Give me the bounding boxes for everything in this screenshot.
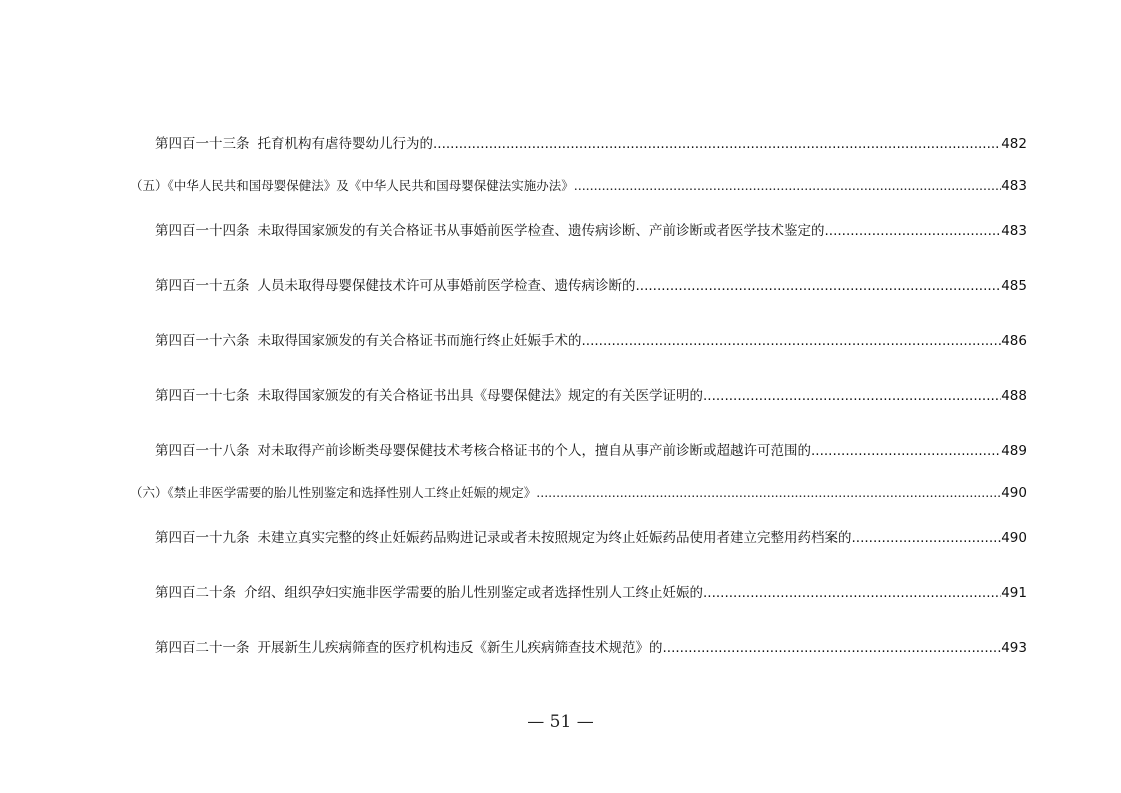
section-title: （五）《中华人民共和国母婴保健法》及《中华人民共和国母婴保健法实施办法》 [130, 178, 574, 193]
article-number: 第四百一十六条 [155, 333, 250, 349]
article-number: 第四百一十五条 [155, 278, 250, 294]
article-number: 第四百一十八条 [155, 443, 250, 459]
toc-entry-420[interactable] [155, 581, 1027, 601]
dot-leader [582, 333, 1002, 349]
article-number: 第四百一十七条 [155, 388, 250, 404]
page-ref: 488 [1001, 388, 1027, 404]
article-number: 第四百二十条 [155, 585, 236, 601]
page-ref: 482 [1001, 136, 1027, 152]
page-ref: 493 [1001, 640, 1027, 656]
toc-entry-413[interactable] [155, 132, 1027, 152]
article-title: 对未取得产前诊断类母婴保健技术考核合格证书的个人，擅自从事产前诊断或超越许可范围的 [257, 443, 811, 459]
section-title: （六）《禁止非医学需要的胎儿性别鉴定和选择性别人工终止妊娠的规定》 [130, 485, 537, 500]
page-ref: 490 [1001, 530, 1027, 546]
dot-leader [852, 530, 1002, 546]
dot-leader [703, 388, 1001, 404]
article-title: 托育机构有虐待婴幼儿行为的 [257, 136, 433, 152]
article-title: 未建立真实完整的终止妊娠药品购进记录或者未按照规定为终止妊娠药品使用者建立完整用药档案的 [257, 530, 852, 546]
toc-section-5[interactable] [130, 176, 1027, 194]
toc-entry-421[interactable] [155, 636, 1027, 656]
page-ref: 491 [1001, 585, 1027, 601]
dot-leader [574, 178, 1001, 193]
article-title: 未取得国家颁发的有关合格证书从事婚前医学检查、遗传病诊断、产前诊断或者医学技术鉴定的 [257, 223, 825, 239]
dot-leader [636, 278, 1002, 294]
page-ref: 486 [1001, 333, 1027, 349]
page-ref: 483 [1001, 178, 1027, 194]
page-ref: 489 [1001, 443, 1027, 459]
toc-entry-419[interactable] [155, 526, 1027, 546]
toc-entry-415[interactable] [155, 274, 1027, 294]
article-number: 第四百一十三条 [155, 136, 250, 152]
dot-leader [703, 585, 1001, 601]
page-ref: 485 [1001, 278, 1027, 294]
article-title: 人员未取得母婴保健技术许可从事婚前医学检查、遗传病诊断的 [257, 278, 636, 294]
dot-leader [825, 223, 1002, 239]
toc-entry-414[interactable] [155, 219, 1027, 239]
article-title: 介绍、组织孕妇实施非医学需要的胎儿性别鉴定或者选择性别人工终止妊娠的 [244, 585, 703, 601]
toc-entry-416[interactable] [155, 329, 1027, 349]
dot-leader [663, 640, 1002, 656]
dot-leader [433, 136, 1001, 152]
page-number: — 51 — [527, 712, 594, 732]
article-number: 第四百一十四条 [155, 223, 250, 239]
article-number: 第四百一十九条 [155, 530, 250, 546]
page-ref: 490 [1001, 485, 1027, 501]
page-ref: 483 [1001, 223, 1027, 239]
dot-leader [536, 485, 1001, 500]
article-number: 第四百二十一条 [155, 640, 250, 656]
article-title: 开展新生儿疾病筛查的医疗机构违反《新生儿疾病筛查技术规范》的 [257, 640, 663, 656]
article-title: 未取得国家颁发的有关合格证书出具《母婴保健法》规定的有关医学证明的 [257, 388, 703, 404]
toc-entry-418[interactable] [155, 439, 1027, 459]
article-title: 未取得国家颁发的有关合格证书而施行终止妊娠手术的 [257, 333, 582, 349]
toc-entry-417[interactable] [155, 384, 1027, 404]
dot-leader [811, 443, 1001, 459]
toc-section-6[interactable] [130, 483, 1027, 501]
